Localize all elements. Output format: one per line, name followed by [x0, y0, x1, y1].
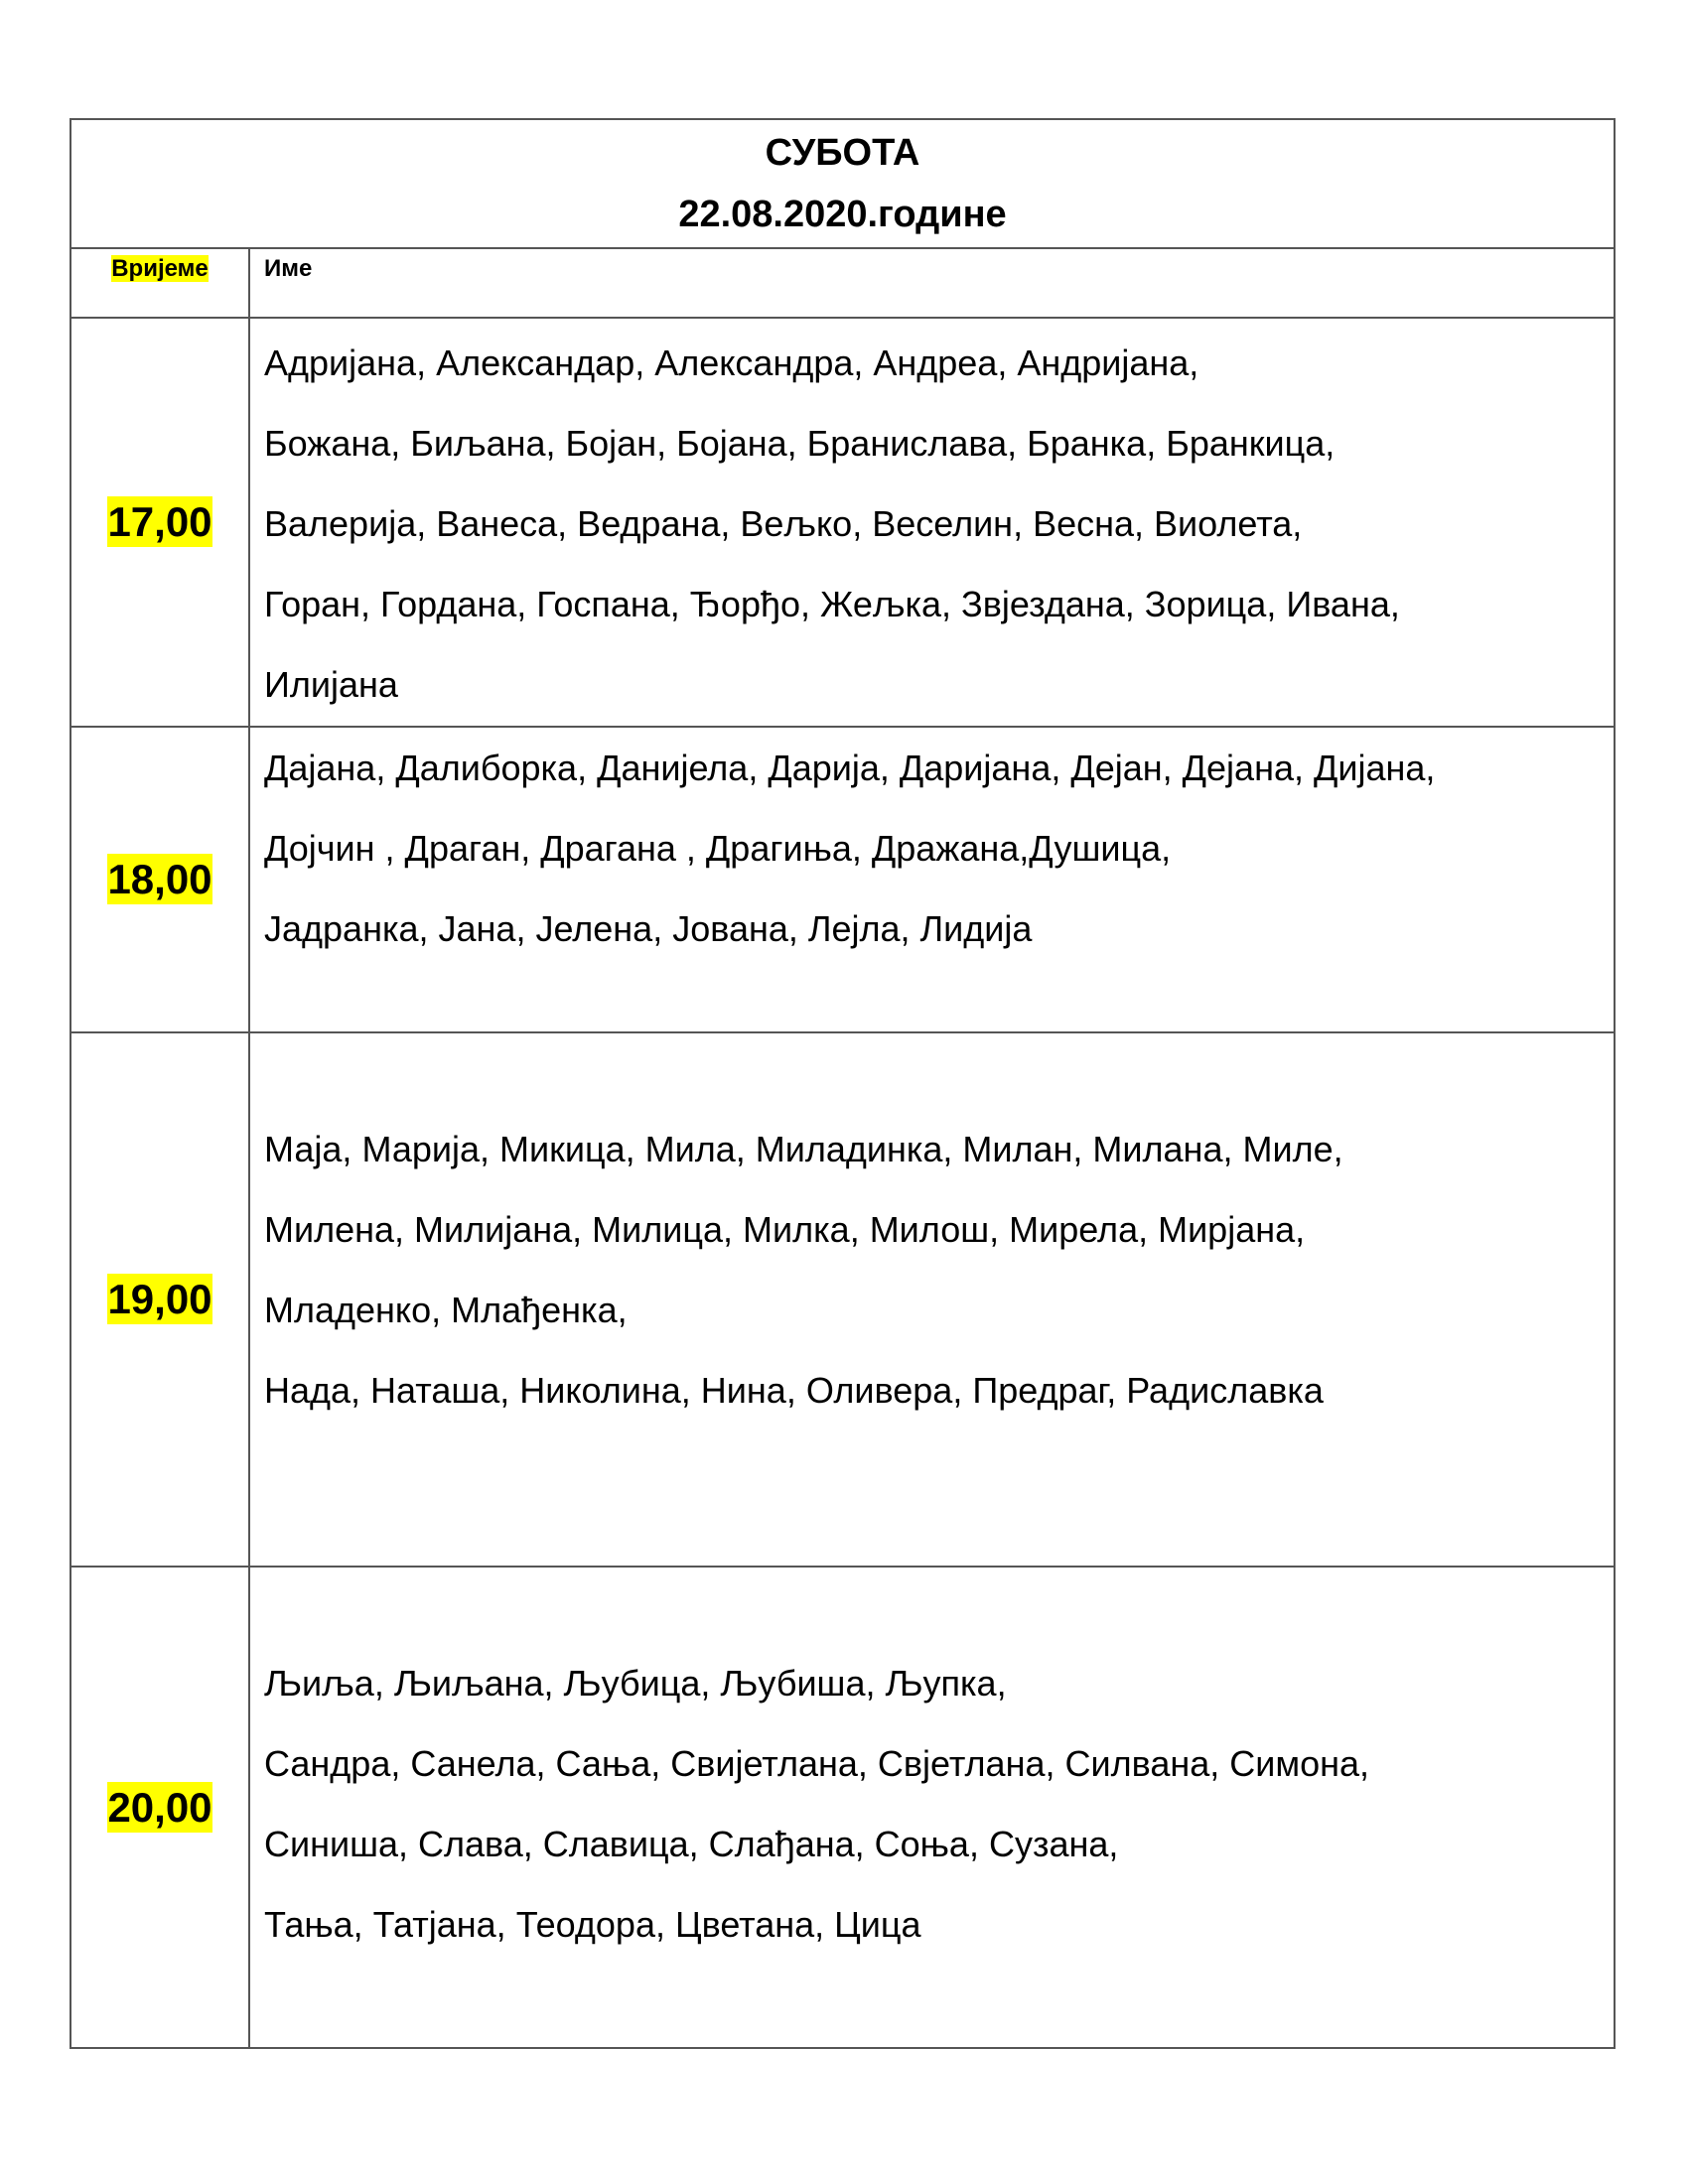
time-column-header: [70, 248, 249, 318]
time-cell: [70, 1032, 249, 1567]
title-row: [70, 119, 1615, 248]
time-cell: [70, 318, 249, 727]
slot-time: 18,00: [107, 856, 212, 902]
names-line: Божана, Биљана, Бојан, Бојана, Бранислава, Бранка, Бранкица,: [264, 423, 1336, 464]
names-line: Горан, Гордана, Госпана, Ђорђо, Жељка, Звјездана, Зорица, Ивана,: [264, 584, 1400, 624]
slot-row: [70, 318, 1615, 727]
names-cell: [249, 318, 1615, 727]
slot-row: [70, 1032, 1615, 1567]
names-cell: [249, 1032, 1615, 1567]
names-line: Синиша, Слава, Славица, Слађана, Соња, Сузана,: [264, 1824, 1119, 1864]
names-line: Љиља, Љиљана, Љубица, Љубиша, Љупка,: [264, 1663, 1007, 1704]
slot-time: 17,00: [107, 498, 212, 545]
slot-row: [70, 1567, 1615, 2048]
names-cell: [249, 1567, 1615, 2048]
name-column-label: Име: [264, 255, 313, 282]
names-line: Јадранка, Јана, Јелена, Јована, Лејла, Лидија: [264, 908, 1033, 949]
names-line: Валерија, Ванеса, Ведрана, Вељко, Веселин, Весна, Виолета,: [264, 503, 1303, 544]
time-cell: [70, 727, 249, 1032]
title-cell: [70, 119, 1615, 248]
time-column-label: Вријеме: [111, 255, 209, 282]
names-line: Тања, Татјана, Теодора, Цветана, Цица: [264, 1904, 921, 1945]
names-line: Нада, Наташа, Николина, Нина, Оливера, Предраг, Радиславка: [264, 1370, 1324, 1411]
date-title: 22.08.2020.године: [678, 194, 1007, 235]
names-line: Дојчин , Драган, Драгана , Драгиња, Дражана,Душица,: [264, 828, 1172, 869]
names-line: Сандра, Санела, Сања, Свијетлана, Свјетлана, Силвана, Симона,: [264, 1743, 1370, 1784]
slot-time: 20,00: [107, 1783, 212, 1831]
schedule-table: [70, 118, 1616, 2049]
slot-row: [70, 727, 1615, 1032]
names-line: Милена, Милијана, Милица, Милка, Милош, Мирела, Мирјана,: [264, 1209, 1306, 1250]
names-line: Адријана, Александар, Александра, Андреа, Андријана,: [264, 342, 1199, 383]
names-line: Илијана: [264, 664, 398, 705]
time-cell: [70, 1567, 249, 2048]
slot-time: 19,00: [107, 1276, 212, 1322]
day-title: СУБОТА: [765, 132, 920, 174]
names-line: Дајана, Далиборка, Данијела, Дарија, Даријана, Дејан, Дејана, Дијана,: [264, 748, 1436, 788]
names-line: Младенко, Млађенка,: [264, 1290, 628, 1330]
column-header-row: [70, 248, 1615, 318]
names-cell: [249, 727, 1615, 1032]
names-line: Маја, Марија, Микица, Мила, Миладинка, Милан, Милана, Миле,: [264, 1129, 1343, 1169]
name-column-header: [249, 248, 1615, 318]
